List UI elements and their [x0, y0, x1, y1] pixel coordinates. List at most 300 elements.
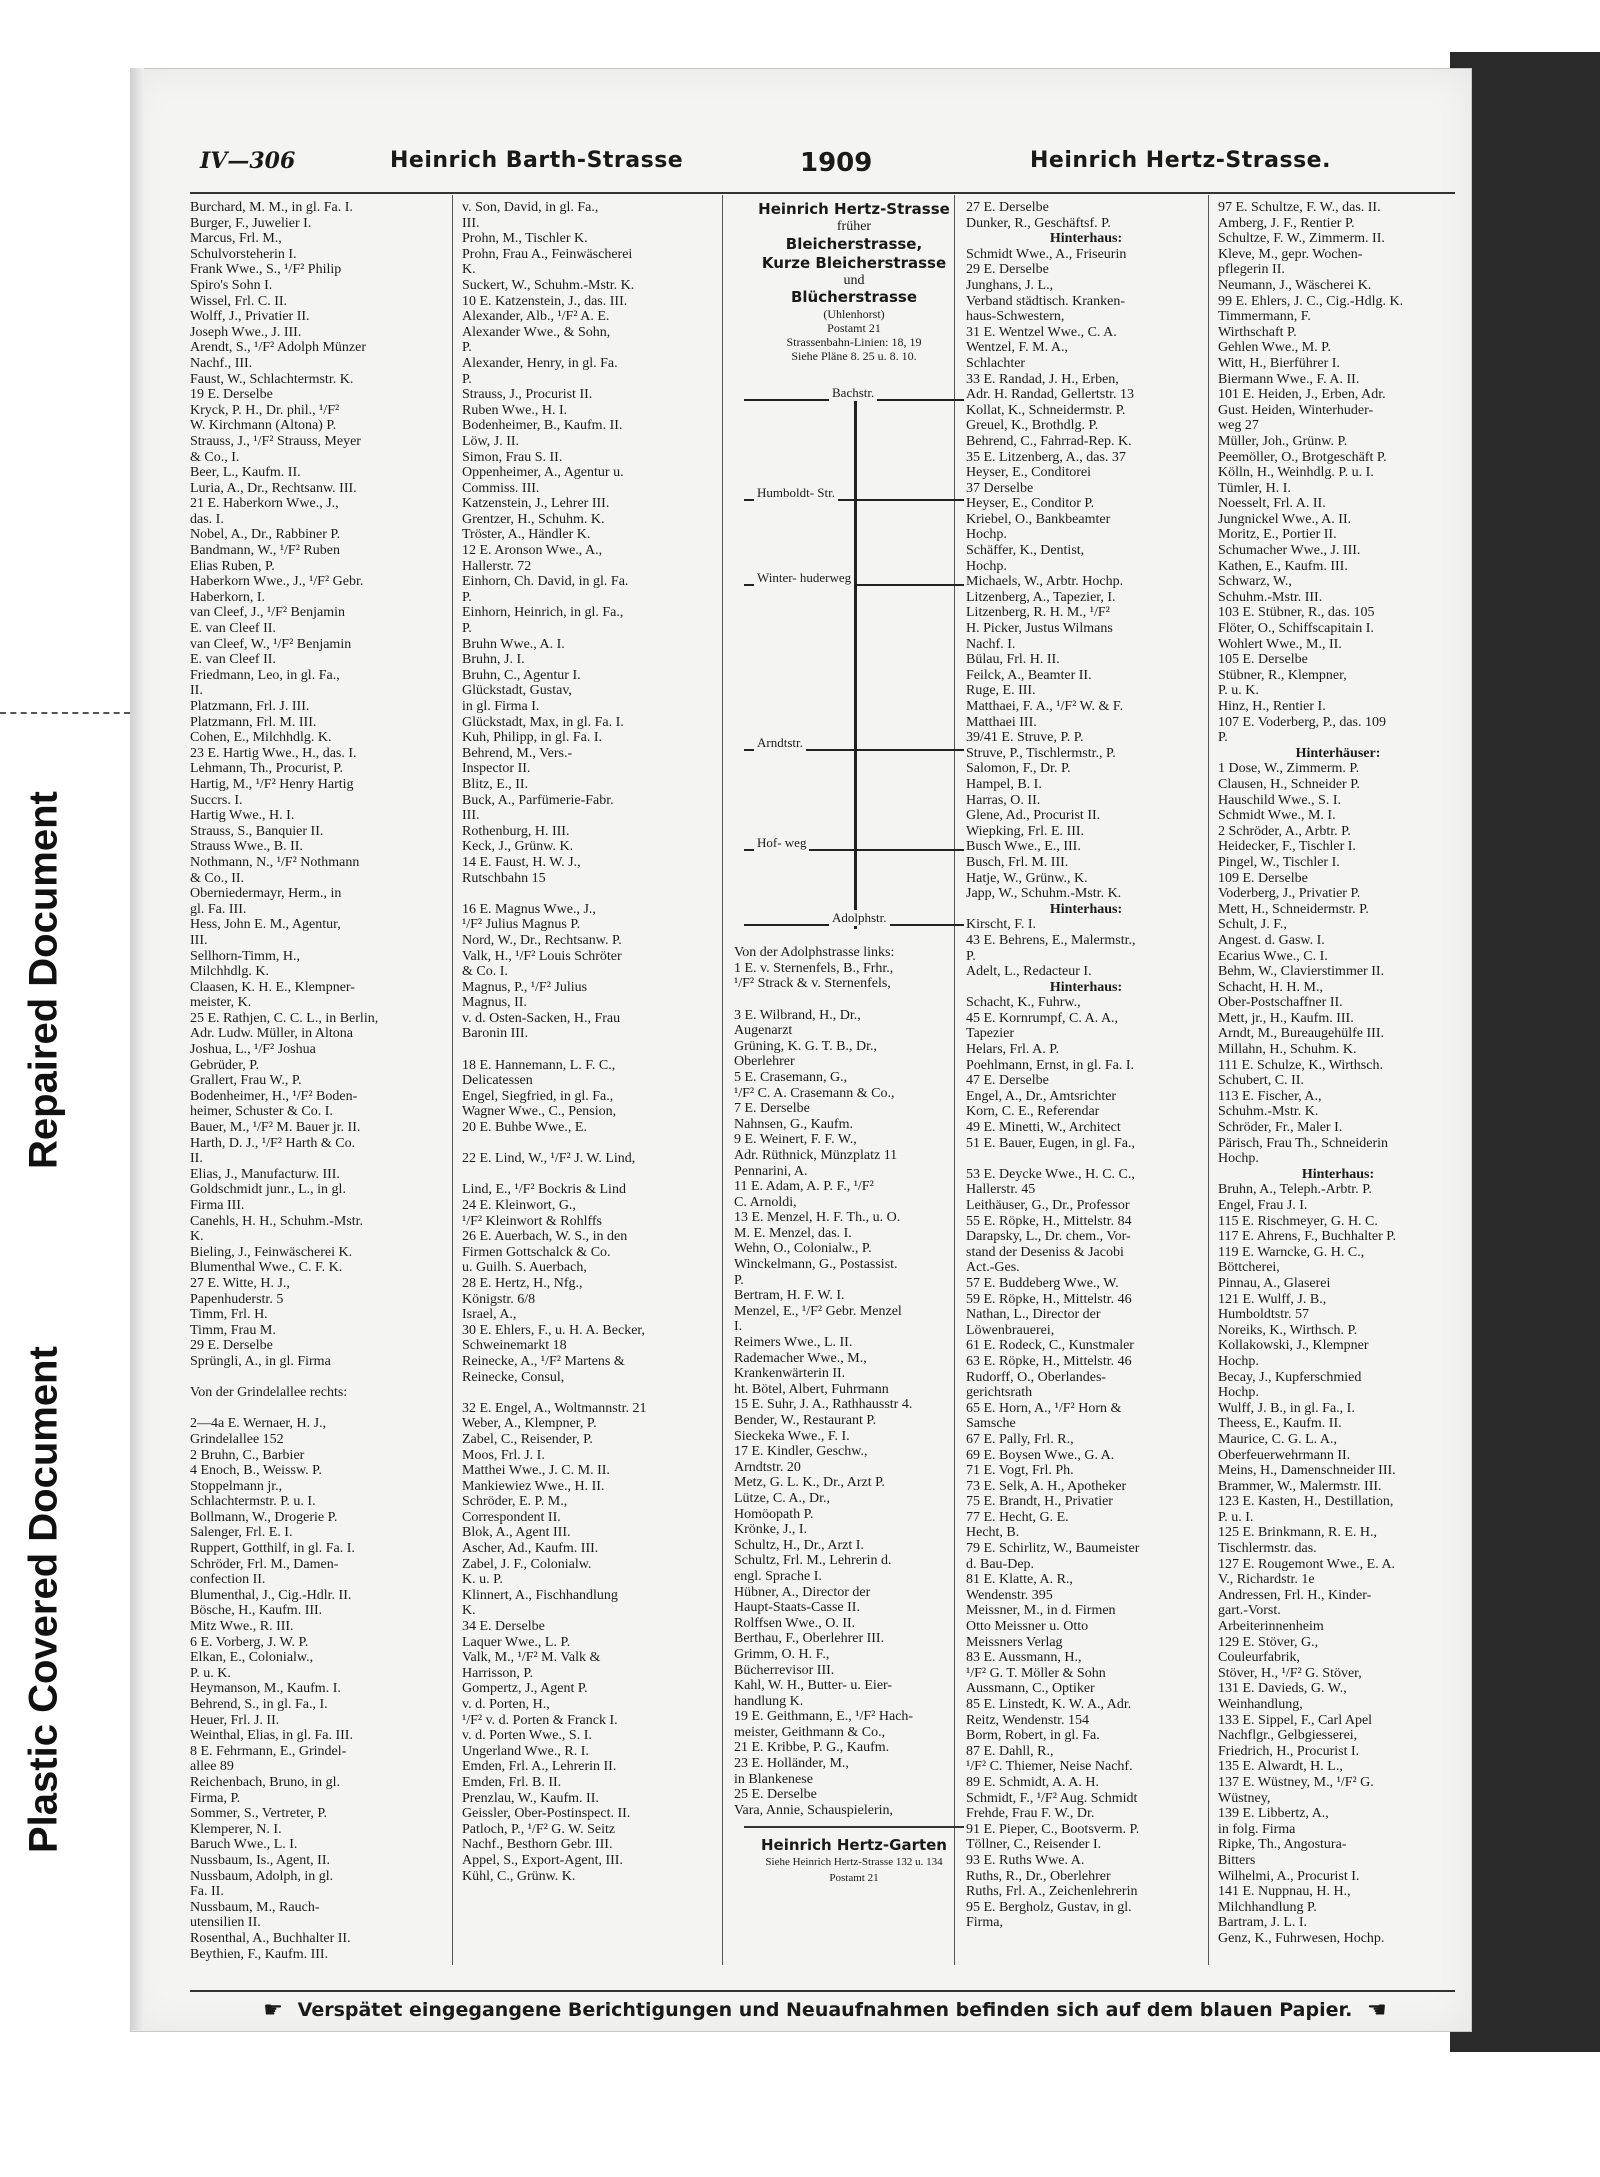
- directory-entry: Patloch, P., ¹/F² G. W. Seitz: [462, 1821, 616, 1837]
- directory-entry: W. Kirchmann (Altona) P.: [190, 418, 337, 434]
- directory-entry: Nathan, L., Director der: [966, 1307, 1101, 1323]
- directory-entry: Burchard, M. M., in gl. Fa. I.: [190, 200, 353, 215]
- directory-entry: Nachf., III.: [190, 355, 253, 371]
- directory-entry: Bertram, H. F. W. I.: [734, 1288, 845, 1304]
- directory-entry: Ungerland Wwe., R. I.: [462, 1743, 589, 1759]
- directory-entry: 33 E. Randad, J. H., Erben,: [966, 371, 1119, 387]
- directory-entry: I.: [734, 1319, 743, 1335]
- directory-entry: Canehls, H. H., Schuhm.-Mstr.: [190, 1213, 364, 1229]
- directory-entry: pflegerin II.: [1218, 262, 1285, 278]
- map-street-label: Bachstr.: [829, 385, 877, 401]
- directory-entry: Zabel, J. F., Colonialw.: [462, 1556, 592, 1572]
- directory-entry: Glückstadt, Max, in gl. Fa. I.: [462, 714, 624, 730]
- garten-line: Heinrich Hertz-Garten: [761, 1836, 947, 1855]
- directory-entry: Hatje, W., Grünw., K.: [966, 870, 1088, 886]
- directory-entry: Nachf. I.: [966, 636, 1016, 652]
- directory-entry: Glückstadt, Gustav,: [462, 683, 572, 699]
- section-divider: [744, 1826, 964, 1828]
- footer-text: Verspätet eingegangene Berichtigungen und Neuaufnahmen befinden sich auf dem blauen Papier.: [297, 1999, 1353, 2021]
- directory-entry: P.: [734, 1272, 744, 1288]
- street-subtitle-line: Postamt 21: [827, 321, 881, 336]
- page-number: IV—306: [200, 148, 296, 174]
- directory-entry: 123 E. Kasten, H., Destillation,: [1218, 1494, 1394, 1510]
- directory-entry: Cohen, E., Milchhdlg. K.: [190, 730, 332, 746]
- directory-entry: Amberg, J. F., Rentier P.: [1218, 215, 1355, 231]
- directory-entry: Firmen Gottschalck & Co.: [462, 1244, 611, 1260]
- directory-entry: Tümler, H. I.: [1218, 480, 1291, 496]
- directory-entry: M. E. Menzel, das. I.: [734, 1225, 852, 1241]
- directory-entry: Noreiks, K., Wirthsch. P.: [1218, 1322, 1358, 1338]
- directory-entry: Berthau, F., Oberlehrer III.: [734, 1631, 885, 1647]
- directory-entry: Kühl, C., Grünw. K.: [462, 1868, 576, 1884]
- directory-entry: Salenger, Frl. E. I.: [190, 1525, 293, 1541]
- directory-entry: Schröder, E. P. M.,: [462, 1494, 568, 1510]
- directory-entry: Sellhorn-Timm, H.,: [190, 948, 300, 964]
- directory-entry: 121 E. Wulff, J. B.,: [1218, 1291, 1327, 1307]
- directory-entry: Bruhn Wwe., A. I.: [462, 636, 565, 652]
- directory-entry: [966, 1151, 1206, 1167]
- directory-entry: meister, K.: [190, 995, 252, 1011]
- directory-entry: Schuhm.-Mstr. III.: [1218, 589, 1323, 605]
- directory-entry: Schäffer, K., Dentist,: [966, 543, 1085, 559]
- directory-entry: 103 E. Stübner, R., das. 105: [1218, 605, 1375, 621]
- directory-entry: 105 E. Derselbe: [1218, 652, 1308, 668]
- directory-entry: 25 E. Rathjen, C. C. L., in Berlin,: [190, 1010, 379, 1026]
- directory-entry: Hinterhaus:: [1049, 231, 1123, 247]
- directory-entry: Aussmann, C., Optiker: [966, 1681, 1095, 1697]
- directory-entry: Einhorn, Heinrich, in gl. Fa.,: [462, 605, 624, 621]
- directory-entry: Fa. II.: [190, 1884, 224, 1900]
- directory-entry: Bodenheimer, B., Kaufm. II.: [462, 418, 623, 434]
- directory-entry: Kirscht, F. I.: [966, 917, 1037, 933]
- directory-entry: heimer, Schuster & Co. I.: [190, 1104, 333, 1120]
- directory-entry: 113 E. Fischer, A.,: [1218, 1088, 1322, 1104]
- directory-entry: Schultze, F. W., Zimmerm. II.: [1218, 231, 1385, 247]
- directory-entry: Matthaei, F. A., ¹/F² W. & F.: [966, 699, 1124, 714]
- directory-entry: & Co., II.: [190, 870, 245, 886]
- map-street: [744, 385, 964, 401]
- directory-entry: 53 E. Deycke Wwe., H. C. C.,: [966, 1166, 1135, 1182]
- directory-entry: Oberniedermayr, Herm., in: [190, 886, 342, 902]
- directory-entry: 28 E. Hertz, H., Nfg.,: [462, 1275, 583, 1291]
- directory-entry: Hartig Wwe., H. I.: [190, 808, 295, 824]
- directory-entry: Schweinemarkt 18: [462, 1338, 567, 1354]
- directory-entry: 2 Schröder, A., Arbtr. P.: [1218, 823, 1351, 839]
- directory-entry: Blok, A., Agent III.: [462, 1525, 571, 1541]
- directory-entry: Theess, E., Kaufm. II.: [1218, 1416, 1342, 1432]
- directory-entry: Adelt, L., Redacteur I.: [966, 964, 1092, 980]
- directory-entry: Biermann Wwe., F. A. II.: [1218, 371, 1360, 387]
- directory-entry: Wohlert Wwe., M., II.: [1218, 636, 1342, 652]
- directory-entry: K. u. P.: [462, 1572, 503, 1588]
- directory-entry: Rudorff, O., Oberlandes-: [966, 1369, 1107, 1385]
- directory-entry: Commiss. III.: [462, 480, 540, 496]
- directory-entry: Oberfeuerwehrmann II.: [1218, 1447, 1351, 1463]
- directory-entry: van Cleef, J., ¹/F² Benjamin: [190, 605, 345, 621]
- directory-entry: Wentzel, F. M. A.,: [966, 340, 1068, 356]
- directory-entry: C. Arnoldi,: [734, 1194, 797, 1210]
- directory-entry: Stoppelmann jr.,: [190, 1478, 283, 1494]
- directory-entry: 61 E. Rodeck, C., Kunstmaler: [966, 1338, 1134, 1354]
- directory-entry: Wolff, J., Privatier II.: [190, 309, 310, 325]
- directory-entry: das. I.: [190, 511, 224, 527]
- directory-entry: Winckelmann, G., Postassist.: [734, 1257, 898, 1273]
- directory-entry: Mett, jr., H., Kaufm. III.: [1218, 1010, 1354, 1026]
- footer-rule: [190, 1990, 1455, 1992]
- directory-entry: Bösche, H., Kaufm. III.: [190, 1603, 323, 1619]
- directory-entry: weg 27: [1218, 418, 1259, 434]
- directory-entry: v. d. Porten, H.,: [462, 1697, 550, 1712]
- directory-entry: confection II.: [190, 1572, 266, 1588]
- directory-entry: 129 E. Stöver, G.,: [1218, 1634, 1319, 1650]
- directory-entry: Böttcherei,: [1218, 1260, 1280, 1276]
- directory-entry: Ruppert, Gotthilf, in gl. Fa. I.: [190, 1541, 355, 1557]
- map-street-label: Winter- huderweg: [754, 570, 854, 586]
- directory-entry: 32 E. Engel, A., Woltmannstr. 21: [462, 1400, 647, 1416]
- directory-entry: Schmidt Wwe., A., Friseurin: [966, 246, 1127, 262]
- directory-entry: Ascher, Ad., Kaufm. III.: [462, 1541, 599, 1557]
- directory-entry: v. d. Osten-Sacken, H., Frau: [462, 1010, 621, 1026]
- directory-entry: 13 E. Menzel, H. F. Th., u. O.: [734, 1210, 901, 1226]
- directory-entry: P.: [462, 340, 472, 356]
- directory-entry: Hampel, B. I.: [966, 776, 1042, 792]
- directory-entry: Haberkorn, I.: [190, 589, 266, 605]
- directory-entry: Weber, A., Klempner, P.: [462, 1416, 597, 1432]
- directory-entry: 49 E. Minetti, W., Architect: [966, 1120, 1121, 1136]
- directory-entry: Israel, A.,: [462, 1307, 517, 1323]
- directory-entry: 15 E. Suhr, J. A., Rathhausstr 4.: [734, 1397, 913, 1413]
- directory-entry: Elias Ruben, P.: [190, 558, 275, 574]
- directory-entry: Wehn, O., Colonialw., P.: [734, 1241, 872, 1257]
- directory-entry: 131 E. Daviеds, G. W.,: [1218, 1681, 1347, 1697]
- directory-entry: 43 E. Behrens, E., Malermstr.,: [966, 932, 1136, 948]
- directory-entry: Joseph Wwe., J. III.: [190, 324, 302, 340]
- directory-entry: Neumann, J., Wäscherei K.: [1218, 277, 1372, 293]
- directory-entry: Vara, Annie, Schauspielerin,: [734, 1802, 894, 1818]
- directory-entry: Frehde, Frau F. W., Dr.: [966, 1806, 1095, 1822]
- directory-entry: Goldschmidt junr., L., in gl.: [190, 1182, 346, 1198]
- directory-entry: [190, 1370, 430, 1386]
- directory-entry: 107 E. Voderberg, P., das. 109: [1218, 714, 1386, 730]
- directory-entry: Schuhm.-Mstr. K.: [1218, 1104, 1319, 1120]
- directory-entry: Moos, Frl. J. I.: [462, 1447, 545, 1463]
- directory-entry: Bitters: [1218, 1852, 1256, 1868]
- directory-entry: Schlachtermstr. P. u. I.: [190, 1494, 316, 1510]
- directory-entry: Menzel, E., ¹/F² Gebr. Menzel: [734, 1303, 902, 1319]
- directory-entry: Appel, S., Export-Agent, III.: [462, 1852, 623, 1868]
- directory-entry: in gl. Firma I.: [462, 699, 540, 714]
- directory-entry: Schmidt Wwe., M. I.: [1218, 808, 1336, 824]
- directory-entry: Andressen, Frl. H., Kinder-: [1218, 1587, 1372, 1603]
- directory-entry: P. u. I.: [1218, 1509, 1254, 1525]
- directory-entry: Alexander, Henry, in gl. Fa.: [462, 355, 618, 371]
- page-header: [200, 148, 1455, 182]
- directory-entry: 37 Derselbe: [966, 480, 1034, 496]
- directory-entry: Löw, J. II.: [462, 433, 520, 449]
- directory-entry: Becay, J., Kupferschmied: [1218, 1369, 1362, 1385]
- directory-entry: Hartig, M., ¹/F² Henry Hartig: [190, 776, 354, 792]
- directory-entry: Weinthal, Elias, in gl. Fa. III.: [190, 1728, 353, 1744]
- directory-entry: 21 E. Kribbe, P. G., Kaufm.: [734, 1740, 890, 1756]
- directory-entry: Timmermann, F.: [1218, 309, 1311, 325]
- directory-entry: 79 E. Schirlitz, W., Baumeister: [966, 1541, 1140, 1557]
- directory-entry: Genz, K., Fuhrwesen, Hochp.: [1218, 1930, 1385, 1946]
- directory-entry: Strauss, S., Banquier II.: [190, 823, 324, 839]
- directory-entry: P.: [1218, 730, 1228, 746]
- directory-entry: Heidecker, F., Tischler I.: [1218, 839, 1356, 855]
- directory-entry: 39/41 E. Struve, P. P.: [966, 730, 1084, 746]
- directory-entry: 45 E. Kornrumpf, C. A. A.,: [966, 1010, 1119, 1026]
- directory-entry: 125 E. Brinkmann, R. E. H.,: [1218, 1525, 1378, 1541]
- map-street: [744, 835, 964, 851]
- footer-note: [200, 1998, 1450, 2026]
- directory-entry: P.: [462, 621, 472, 637]
- directory-entry: handlung K.: [734, 1693, 804, 1709]
- directory-entry: Nussbaum, M., Rauch-: [190, 1899, 320, 1915]
- directory-entry: Busch, Frl. M. III.: [966, 854, 1069, 870]
- directory-entry: Blitz, E., II.: [462, 776, 529, 792]
- directory-entry: Emden, Frl. B. II.: [462, 1774, 562, 1790]
- directory-entry: 127 E. Rougemont Wwe., E. A.: [1218, 1556, 1396, 1572]
- directory-entry: 71 E. Vogt, Frl. Ph.: [966, 1463, 1074, 1479]
- directory-entry: Kollat, K., Schneidermstr. P.: [966, 402, 1126, 418]
- directory-entry: Stübner, R., Klempner,: [1218, 667, 1347, 683]
- street-title-line: Heinrich Hertz-Strasse: [758, 200, 950, 218]
- directory-entry: Poehlmann, Ernst, in gl. Fa. I.: [966, 1057, 1134, 1073]
- directory-entry: Gehlen Wwe., M. P.: [1218, 340, 1331, 356]
- directory-entry: 3 E. Wilbrand, H., Dr.,: [734, 1007, 861, 1023]
- directory-entry: Matthei Wwe., J. C. M. II.: [462, 1463, 610, 1479]
- directory-entry: Schröder, Frl. M., Damen-: [190, 1556, 339, 1572]
- directory-entry: ¹/F² v. d. Porten & Franck I.: [462, 1712, 618, 1728]
- directory-entry: 10 E. Katzenstein, J., das. III.: [462, 293, 628, 309]
- directory-entry: allee 89: [190, 1759, 234, 1775]
- directory-entry: Behrend, C., Fahrrad-Rep. K.: [966, 433, 1132, 449]
- directory-entry: Friedmann, Leo, in gl. Fa.,: [190, 667, 340, 683]
- directory-entry: Klinnert, A., Fischhandlung: [462, 1587, 618, 1603]
- directory-entry: 115 E. Rischmeyer, G. H. C.: [1218, 1213, 1378, 1229]
- directory-entry: Sprüngli, A., in gl. Firma: [190, 1353, 331, 1369]
- directory-entry: Pennarini, A.: [734, 1163, 808, 1179]
- directory-entry: Nahnsen, G., Kaufm.: [734, 1116, 853, 1132]
- directory-entry: Firma, P.: [190, 1790, 241, 1806]
- directory-entry: 31 E. Wentzel Wwe., C. A.: [966, 324, 1117, 340]
- directory-entry: Ripke, Th., Angostura-: [1218, 1837, 1347, 1853]
- directory-entry: Grallert, Frau W., P.: [190, 1073, 302, 1089]
- directory-entry: Clausen, H., Schneider P.: [1218, 776, 1360, 792]
- directory-entry: Firma III.: [190, 1198, 245, 1213]
- directory-entry: 93 E. Ruths Wwe. A.: [966, 1852, 1085, 1868]
- divider-dashed: [0, 712, 130, 714]
- directory-entry: 51 E. Bauer, Eugen, in gl. Fa.,: [966, 1135, 1135, 1151]
- directory-entry: Geissler, Ober-Postinspect. II.: [462, 1806, 631, 1822]
- directory-entry: 5 E. Crasemann, G.,: [734, 1069, 848, 1085]
- directory-entry: gart.-Vorst.: [1218, 1603, 1281, 1619]
- directory-entry: 1 Dose, W., Zimmerm. P.: [1218, 761, 1360, 777]
- directory-entry: Sieckeka Wwe., F. I.: [734, 1428, 850, 1444]
- directory-entry: Schacht, K., Fuhrw.,: [966, 995, 1081, 1011]
- street-subtitle-line: Siehe Pläne 8. 25 u. 8. 10.: [791, 349, 917, 364]
- directory-entry: Japp, W., Schuhm.-Mstr. K.: [966, 886, 1122, 902]
- directory-entry: Meissner, M., in d. Firmen: [966, 1603, 1116, 1619]
- directory-entry: Valk, M., ¹/F² M. Valk &: [462, 1650, 601, 1666]
- map-street: [744, 570, 964, 586]
- directory-entry: Milchhdlg. K.: [190, 964, 269, 980]
- directory-entry: Stöver, H., ¹/F² G. Stöver,: [1218, 1665, 1362, 1681]
- directory-entry: 27 E. Derselbe: [966, 200, 1049, 215]
- directory-entry: Spiro's Sohn I.: [190, 277, 273, 293]
- directory-entry: Mitz Wwe., R. III.: [190, 1619, 294, 1635]
- directory-entry: van Cleef, W., ¹/F² Benjamin: [190, 636, 352, 652]
- directory-entry: Bieling, J., Feinwäscherei K.: [190, 1244, 353, 1260]
- directory-entry: 59 E. Röpke, H., Mittelstr. 46: [966, 1291, 1132, 1307]
- directory-entry: II.: [190, 1151, 203, 1167]
- directory-entry: Mett, H., Schneidermstr. P.: [1218, 901, 1369, 917]
- directory-entry: Schmidt, F., ¹/F² Aug. Schmidt: [966, 1790, 1138, 1806]
- directory-entry: 137 E. Wüstney, M., ¹/F² G.: [1218, 1774, 1374, 1790]
- directory-entry: Hinterhaus:: [1301, 1166, 1375, 1182]
- map-street: [744, 735, 964, 751]
- directory-entry: Wulff, J. B., in gl. Fa., I.: [1218, 1400, 1355, 1416]
- directory-entry: ¹/F² Julius Magnus P.: [462, 917, 581, 933]
- directory-entry: 69 E. Boysen Wwe., G. A.: [966, 1447, 1115, 1463]
- map-street-label: Hof- weg: [754, 835, 809, 851]
- directory-entry: Moritz, E., Portier II.: [1218, 527, 1337, 543]
- directory-entry: Ruths, R., Dr., Oberlehrer: [966, 1868, 1111, 1884]
- directory-entry: Gust. Heiden, Winterhuder-: [1218, 402, 1374, 418]
- pointing-hand-icon: ☚: [1366, 1998, 1387, 2023]
- directory-entry: Lind, E., ¹/F² Bockris & Lind: [462, 1182, 626, 1198]
- directory-entry: 19 E. Geithmann, E., ¹/F² Hach-: [734, 1709, 914, 1725]
- directory-entry: Blumenthal Wwe., C. F. K.: [190, 1260, 343, 1276]
- directory-entry: [190, 1401, 430, 1417]
- column-rule: [452, 195, 453, 1965]
- directory-entry: stand der Deseniss & Jacobi: [966, 1244, 1124, 1260]
- directory-entry: 7 E. Derselbe: [734, 1101, 810, 1117]
- directory-entry: V., Richardstr. 1e: [1218, 1572, 1315, 1588]
- directory-entry: Elkan, E., Colonialw.,: [190, 1650, 314, 1666]
- directory-entry: Schwarz, W.,: [1218, 574, 1292, 590]
- directory-entry: Noesselt, Frl. A. II.: [1218, 496, 1326, 512]
- directory-entry: Simon, Frau S. II.: [462, 449, 563, 465]
- directory-entry: Platzmann, Frl. J. III.: [190, 699, 310, 714]
- pointing-hand-icon: ☛: [263, 1998, 284, 2023]
- directory-entry: Platzmann, Frl. M. III.: [190, 714, 317, 730]
- directory-entry: Suckert, W., Schuhm.-Mstr. K.: [462, 277, 635, 293]
- directory-entry: Engel, A., Dr., Amtsrichter: [966, 1088, 1117, 1104]
- directory-entry: Firma,: [966, 1915, 1003, 1931]
- directory-entry: Schulvorsteherin I.: [190, 246, 297, 262]
- directory-entry: 47 E. Derselbe: [966, 1073, 1049, 1089]
- directory-entry: Bülau, Frl. H. II.: [966, 652, 1060, 668]
- directory-entry: Hochp.: [966, 558, 1007, 574]
- directory-entry: Grüning, K. G. T. B., Dr.,: [734, 1038, 877, 1054]
- directory-entry: Hinterhaus:: [1049, 979, 1123, 995]
- directory-entry: Haupt-Staats-Casse II.: [734, 1600, 860, 1616]
- directory-entry: Baruch Wwe., L. I.: [190, 1837, 298, 1853]
- directory-entry: Kollakowski, J., Klempner: [1218, 1338, 1369, 1354]
- directory-entry: 29 E. Derselbe: [190, 1338, 273, 1354]
- directory-entry: Heymanson, M., Kaufm. I.: [190, 1681, 341, 1697]
- directory-entry: Meins, H., Damenschneider III.: [1218, 1463, 1396, 1479]
- directory-entry: 67 E. Pally, Frl. R.,: [966, 1431, 1074, 1447]
- map-road: [854, 389, 857, 929]
- directory-entry: Schröder, Fr., Maler I.: [1218, 1120, 1343, 1136]
- directory-entry: Timm, Frau M.: [190, 1322, 276, 1338]
- directory-entry: in Blankenese: [734, 1771, 813, 1787]
- directory-entry: Homöopath P.: [734, 1506, 814, 1522]
- directory-entry: Kathen, E., Kaufm. III.: [1218, 558, 1348, 574]
- directory-entry: 34 E. Derselbe: [462, 1619, 545, 1635]
- directory-entry: Nussbaum, Adolph, in gl.: [190, 1868, 334, 1884]
- directory-entry: Ruths, Frl. A., Zeichenlehrerin: [966, 1884, 1138, 1900]
- directory-entry: Schlachter: [966, 355, 1026, 371]
- directory-entry: Pärisch, Frau Th., Schneiderin: [1218, 1135, 1389, 1151]
- directory-entry: Alexander Wwe., & Sohn,: [462, 324, 611, 340]
- directory-entry: 29 E. Derselbe: [966, 262, 1049, 278]
- directory-entry: Couleurfabrik,: [1218, 1650, 1301, 1666]
- directory-entry: Reimers Wwe., L. II.: [734, 1335, 853, 1351]
- directory-entry: 19 E. Derselbe: [190, 387, 273, 403]
- directory-entry: in folg. Firma: [1218, 1821, 1296, 1837]
- header-year: 1909: [800, 148, 873, 178]
- directory-entry: Hinterhäuser:: [1295, 745, 1381, 761]
- directory-entry: Töllner, C., Reisender I.: [966, 1837, 1102, 1853]
- directory-entry: Kahl, W. H., Butter- u. Eier-: [734, 1678, 893, 1694]
- directory-entry: P.: [966, 948, 976, 964]
- street-listing: [734, 945, 974, 1818]
- directory-entry: III.: [462, 215, 480, 231]
- directory-entry: Keck, J., Grünw. K.: [462, 839, 574, 855]
- directory-entry: 9 E. Weinert, F. F. W.,: [734, 1132, 857, 1148]
- directory-entry: 14 E. Faust, H. W. J.,: [462, 854, 581, 870]
- map-street-label: Arndtstr.: [754, 735, 806, 751]
- directory-entry: III.: [462, 808, 480, 824]
- directory-entry: Darapsky, L., Dr. chem., Vor-: [966, 1229, 1131, 1245]
- directory-entry: Katzenstein, J., Lehrer III.: [462, 496, 610, 512]
- directory-entry: Sommer, S., Vertreter, P.: [190, 1806, 328, 1822]
- directory-entry: P. u. K.: [190, 1665, 231, 1681]
- directory-entry: Succrs. I.: [190, 792, 243, 808]
- directory-entry: Kuh, Philipp, in gl. Fa. I.: [462, 730, 603, 746]
- directory-entry: Lehmann, Th., Procurist, P.: [190, 761, 343, 777]
- directory-entry: 99 E. Ehlers, J. C., Cig.-Hdlg. K.: [1218, 293, 1404, 309]
- directory-entry: Einhorn, Ch. David, in gl. Fa.: [462, 574, 629, 590]
- directory-entry: Hochp.: [1218, 1151, 1259, 1167]
- directory-entry: Schultz, H., Dr., Arzt I.: [734, 1537, 864, 1553]
- directory-entry: Bodenheimer, H., ¹/F² Boden-: [190, 1088, 358, 1104]
- directory-entry: 89 E. Schmidt, A. A. H.: [966, 1774, 1100, 1790]
- page-binding-edge: [130, 68, 144, 2030]
- directory-entry: Reinecke, A., ¹/F² Martens &: [462, 1353, 625, 1369]
- street-title-line: früher: [836, 219, 872, 234]
- directory-entry: Adr. Rüthnick, Münzplatz 11: [734, 1147, 898, 1163]
- street-title-line: und: [843, 272, 865, 288]
- directory-entry: 63 E. Röpke, H., Mittelstr. 46: [966, 1353, 1132, 1369]
- directory-entry: 4 Enoch, B., Weissw. P.: [190, 1463, 322, 1479]
- directory-entry: 30 E. Ehlers, F., u. H. A. Becker,: [462, 1322, 646, 1338]
- directory-entry: P.: [462, 589, 472, 605]
- street-subtitle: [734, 307, 974, 363]
- directory-entry: 23 E. Hartig Wwe., H., das. I.: [190, 745, 357, 761]
- directory-entry: ¹/F² C. A. Crasemann & Co.,: [734, 1085, 895, 1101]
- map-street: [744, 910, 964, 926]
- directory-entry: Bruhn, J. I.: [462, 652, 525, 668]
- directory-entry: Nussbaum, Is., Agent, II.: [190, 1852, 330, 1868]
- directory-entry: Struve, P., Tischlermstr., P.: [966, 745, 1116, 761]
- map-street: [744, 485, 964, 501]
- directory-entry: Papenhuderstr. 5: [190, 1291, 284, 1307]
